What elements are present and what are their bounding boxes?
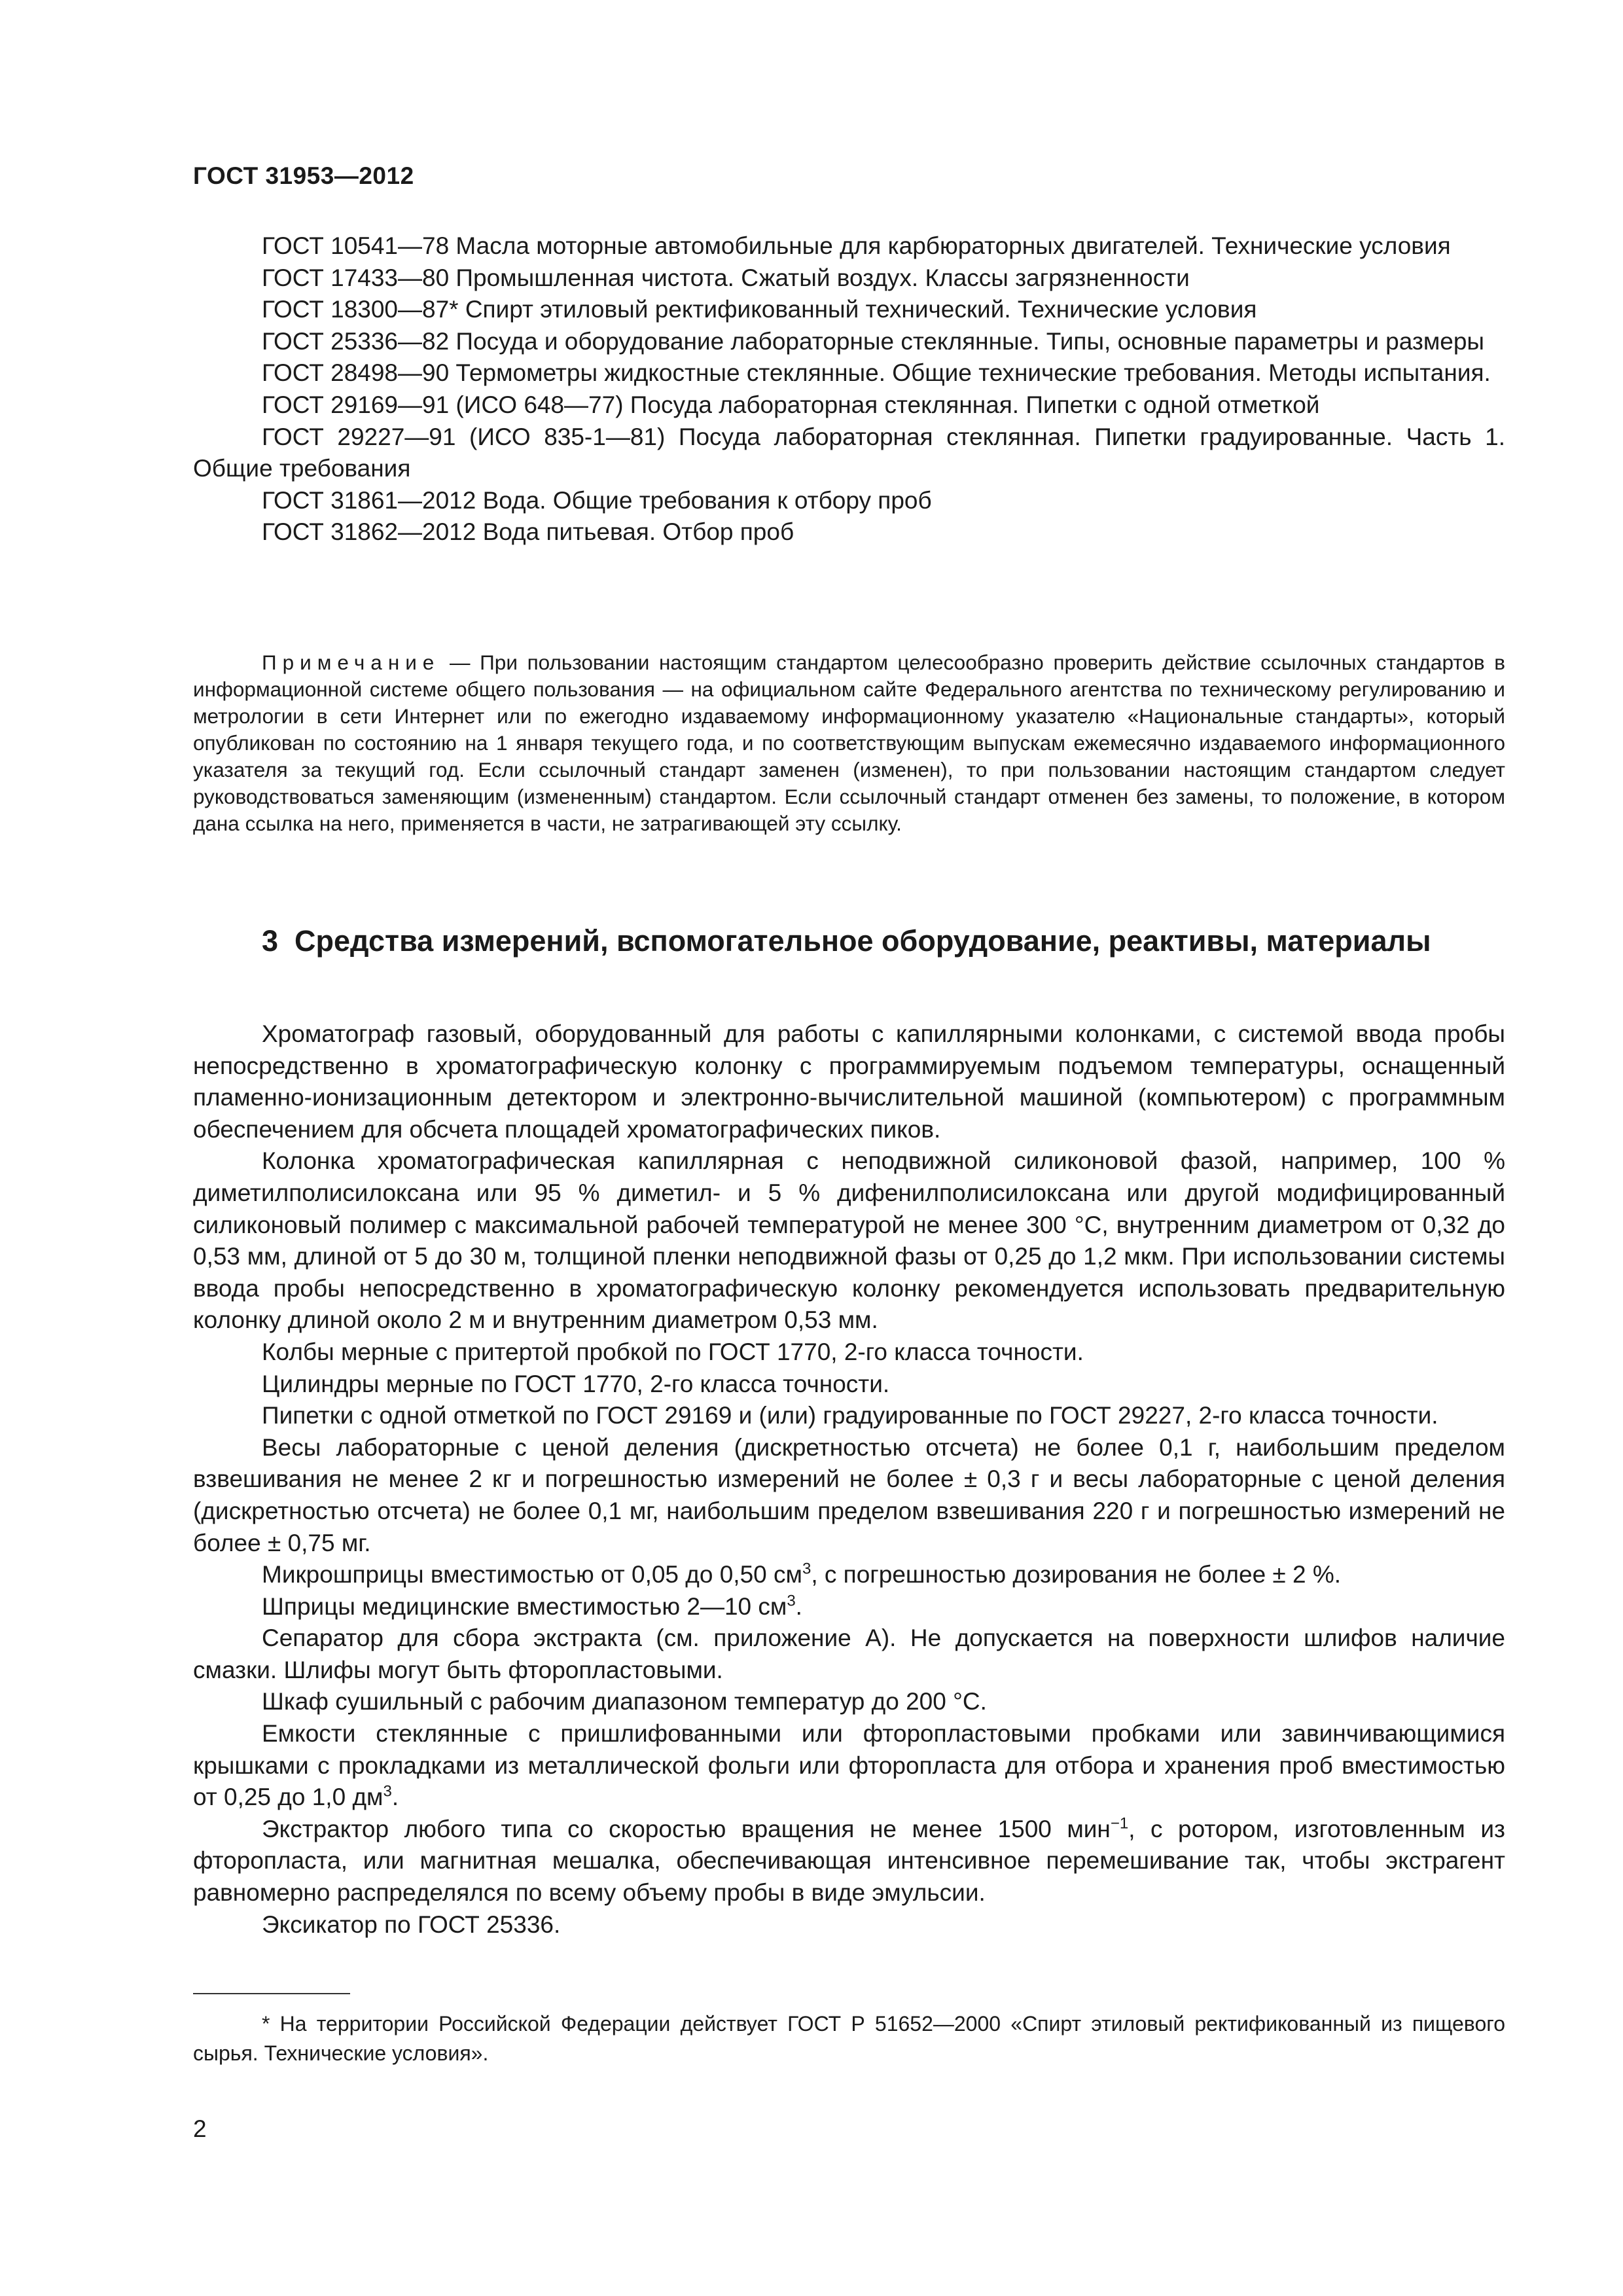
paragraph-syringes: Шприцы медицинские вместимостью 2—10 $см^3$. (262, 1592, 802, 1620)
paragraph-column: Колонка хроматографическая капиллярная с неподвижной силиконовой фазой, например, 100 % диметилполисилоксана или 95 % диметил- и 5 % дифенилполисилоксана или другой модифицированный силиконовый полимер с максимальной рабочей температурой не менее 300 °С, внутренним диаметром от 0,32 до 0,53 мм, длиной от 5 до 30 м, толщиной пленки неподвижной фазы от 0,25 до 1,2 мкм. При использовании системы ввода пробы непосредственно в хроматографическую колонку рекомендуется использовать предварительную колонку длиной около 2 м и внутренним диаметром 0,53 мм. (193, 1147, 1505, 1334)
paragraph-cylinders: Цилиндры мерные по ГОСТ 1770, 2-го класса точности. (262, 1370, 890, 1397)
paragraph-separator: Сепаратор для сбора экстракта (см. приложение А). Не допускается на поверхности шлифов наличие смазки. Шлифы могут быть фторопластовыми. (193, 1624, 1505, 1683)
paragraph-microsyringes: Микрошприцы вместимостью от 0,05 до 0,50 $см^3$, с погрешностью дозирования не более ± 2 %. (262, 1560, 1342, 1588)
section-heading (262, 923, 1440, 960)
normative-references (193, 230, 1505, 548)
paragraph-pipettes: Пипетки с одной отметкой по ГОСТ 29169 и (или) градуированные по ГОСТ 29227, 2-го класса точности. (262, 1402, 1438, 1429)
section-title-text: Средства измерений, вспомогательное оборудование, реактивы, материалы (294, 924, 1431, 958)
paragraph-chromatograph: Хроматограф газовый, оборудованный для работы с капиллярными колонками, с системой ввода пробы непосредственно в хроматографическую колонку с программируемым подъемом температуры, оснащенный пламенно-ионизационным детектором и электронно-вычислительной машиной (компьютером) с программным обеспечением для обсчета площадей хроматографических пиков. (193, 1020, 1505, 1143)
note-block (193, 649, 1505, 837)
page-number: 2 (193, 2115, 207, 2142)
document-header: ГОСТ 31953—2012 (193, 162, 414, 189)
footnote-divider (193, 1993, 350, 1994)
reference-item: ГОСТ 25336—82 Посуда и оборудование лабораторные стеклянные. Типы, основные параметры и размеры (262, 327, 1485, 355)
section-body (193, 1018, 1505, 1941)
section-number: 3 (262, 924, 279, 958)
reference-item: ГОСТ 17433—80 Промышленная чистота. Сжатый воздух. Классы загрязненности (262, 264, 1190, 291)
paragraph-scales: Весы лабораторные с ценой деления (дискретностью отсчета) не более 0,1 г, наибольшим пределом взвешивания не менее 2 кг и погрешностью измерений не более ± 0,3 г и весы лабораторные с ценой деления (дискретностью отсчета) не более 0,1 мг, наибольшим пределом взвешивания 220 г и погрешностью измерений не более ± 0,75 мг. (193, 1433, 1505, 1556)
paragraph-desiccator: Эксикатор по ГОСТ 25336. (262, 1910, 561, 1938)
reference-item: ГОСТ 29227—91 (ИСО 835-1—81) Посуда лабораторная стеклянная. Пипетки градуированные. Часть 1. Общие требования (193, 423, 1505, 482)
footnote: * На территории Российской Федерации действует ГОСТ Р 51652—2000 «Спирт этиловый ректификованный из пищевого сырья. Технические условия». (193, 2012, 1505, 2065)
paragraph-oven: Шкаф сушильный с рабочим диапазоном температур до 200 °С. (262, 1688, 987, 1715)
paragraph-containers: Емкости стеклянные с пришлифованными или фторопластовыми пробками или завинчивающимися крышками с прокладками из металлической фольги или фторопласта для отбора и хранения проб вместимостью от 0,25 до 1,0 $дм^3$. (193, 1720, 1505, 1811)
reference-item: ГОСТ 28498—90 Термометры жидкостные стеклянные. Общие технические требования. Методы испытания. (262, 359, 1491, 387)
note-label: Примечание (262, 651, 440, 674)
reference-item: ГОСТ 29169—91 (ИСО 648—77) Посуда лабораторная стеклянная. Пипетки с одной отметкой (262, 391, 1320, 418)
paragraph-flasks: Колбы мерные с притертой пробкой по ГОСТ 1770, 2-го класса точности. (262, 1338, 1084, 1365)
paragraph-extractor: Экстрактор любого типа со скоростью вращения не менее 1500 мин$^{-1}$, с ротором, изготовленным из фторопласта, или магнитная мешалка, обеспечивающая интенсивное перемешивание так, чтобы экстрагент равномерно распределялся по всему объему пробы в виде эмульсии. (193, 1814, 1505, 1907)
reference-item: ГОСТ 31862—2012 Вода питьевая. Отбор проб (262, 518, 794, 546)
note-text: — При пользовании настоящим стандартом целесообразно проверить действие ссылочных стандартов в информационной системе общего пользования — на официальном сайте Федерального агентства по техническому регулированию и метрологии в сети Интернет или по ежегодно издаваемому информационному указателю «Национальные стандарты», который опубликован по состоянию на 1 января текущего года, и по соответствующим выпускам ежемесячно издаваемого информационного указателя за текущий год. Если ссылочный стандарт заменен (изменен), то при пользовании настоящим стандартом следует руководствоваться заменяющим (измененным) стандартом. Если ссылочный стандарт отменен без замены, то положение, в котором дана ссылка на него, применяется в части, не затрагивающей эту ссылку. (193, 651, 1505, 835)
reference-item: ГОСТ 18300—87* Спирт этиловый ректификованный технический. Технические условия (262, 296, 1257, 323)
reference-item: ГОСТ 10541—78 Масла моторные автомобильные для карбюраторных двигателей. Технические условия (262, 232, 1451, 259)
reference-item: ГОСТ 31861—2012 Вода. Общие требования к отбору проб (262, 486, 932, 514)
